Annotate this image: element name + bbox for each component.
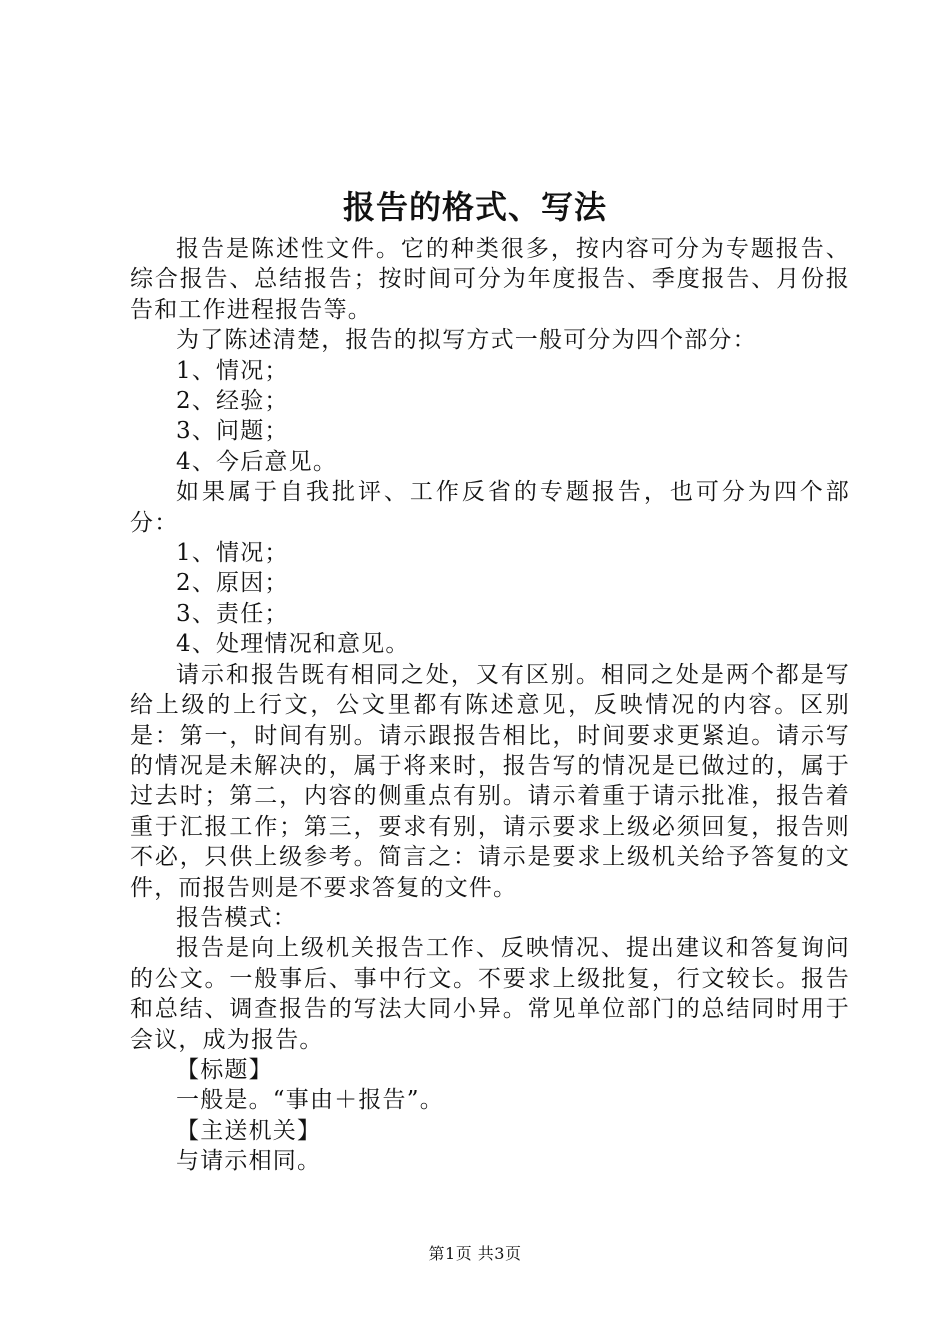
document-title: 报告的格式、写法 [342,188,607,226]
paragraph: 与请示相同。 [176,1148,322,1175]
section-heading: 【主送机关】 [176,1117,322,1144]
paragraph: 报告是陈述性文件。它的种类很多，按内容可分为专题报告、综合报告、总结报告；按时间可分为年度报告、季度报告、月份报告和工作进程报告等。 [130,236,850,323]
list-item: 3、责任； [176,600,289,627]
list-item: 3、问题； [176,418,289,445]
list-item: 2、经验； [176,388,289,415]
paragraph: 如果属于自我批评、工作反省的专题报告，也可分为四个部分： [130,479,850,536]
paragraph: 请示和报告既有相同之处，又有区别。相同之处是两个都是写给上级的上行文，公文里都有陈述意见，反映情况的内容。区别是：第一，时间有别。请示跟报告相比，时间要求更紧迫。请示写的情况是未解决的，属于将来时，报告写的情况是已做过的，属于过去时；第二，内容的侧重点有别。请示着重于请示批准，报告着重于汇报工作；第三，要求有别，请示要求上级必须回复，报告则不必，只供上级参考。简言之：请示是要求上级机关给予答复的文件，而报告则是不要求答复的文件。 [130,661,850,901]
list-item: 1、情况； [176,357,289,384]
list-item: 4、今后意见。 [176,448,338,475]
list-item: 4、处理情况和意见。 [176,631,410,658]
list-item: 2、原因； [176,570,289,597]
paragraph: 为了陈述清楚，报告的拟写方式一般可分为四个部分： [176,327,757,354]
paragraph: 报告是向上级机关报告工作、反映情况、提出建议和答复询问的公文。一般事后、事中行文。不要求上级批复，行文较长。报告和总结、调查报告的写法大同小异。常见单位部门的总结同时用于会议，成为报告。 [130,935,850,1053]
list-item: 1、情况； [176,540,289,567]
section-heading: 【标题】 [176,1056,273,1083]
section-label: 报告模式： [176,904,297,931]
document-body [130,234,850,1177]
page-number-footer: 第1页 共3页 [428,1244,522,1263]
paragraph: 一般是。“事由＋报告”。 [176,1087,444,1114]
